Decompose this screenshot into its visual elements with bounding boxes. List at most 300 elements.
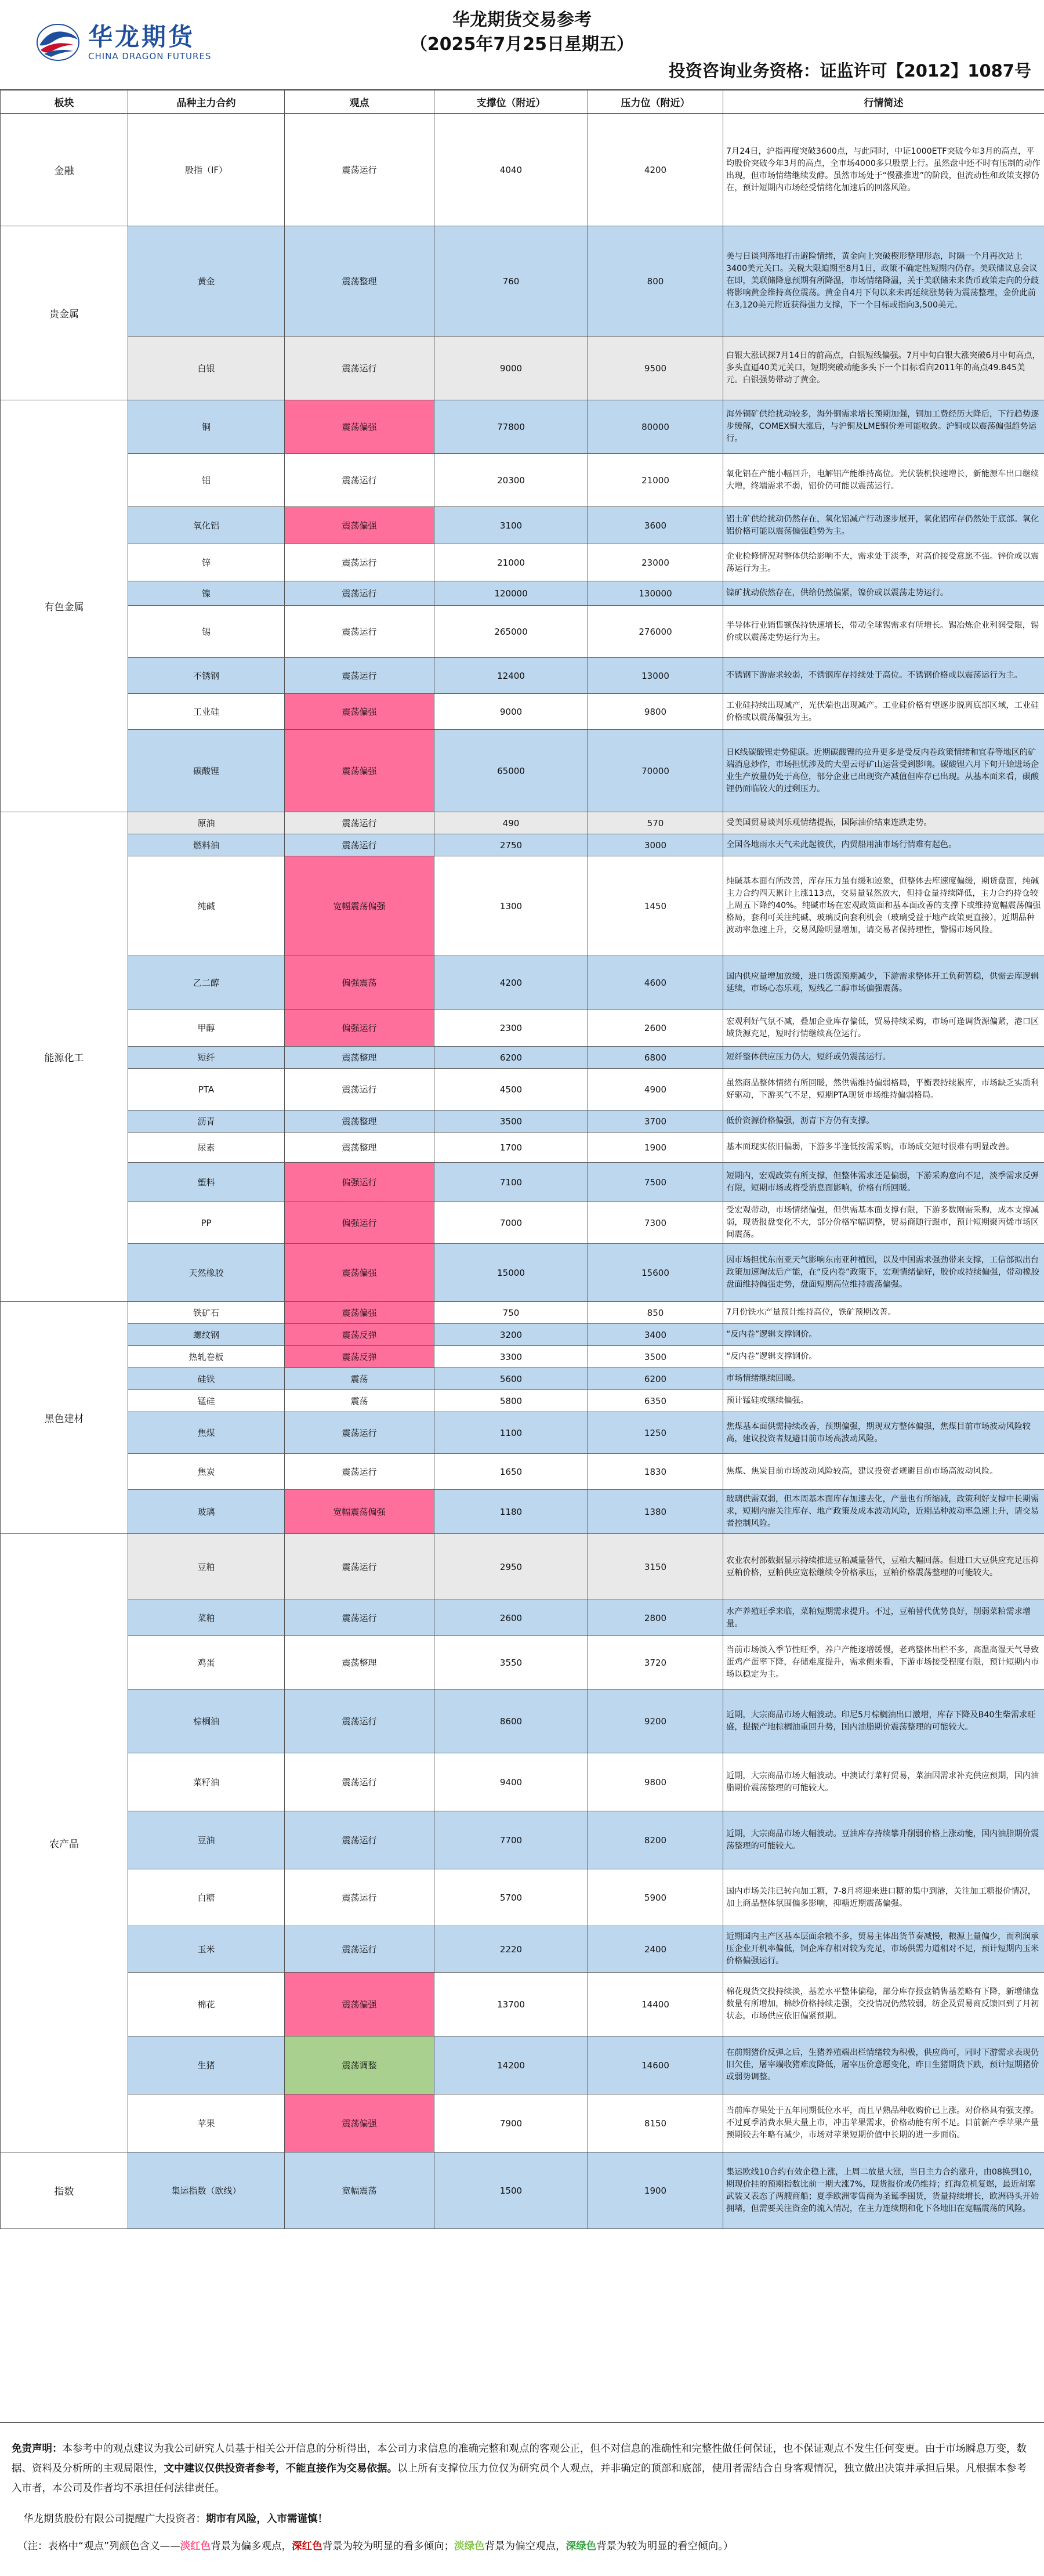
view-cell: 震荡反弹 (285, 1324, 434, 1346)
license-text: 投资咨询业务资格：证监许可【2012】1087号 (668, 61, 1031, 81)
support-cell: 2750 (434, 834, 588, 856)
resistance-cell: 3400 (588, 1324, 723, 1346)
support-cell: 65000 (434, 730, 588, 812)
resistance-cell: 850 (588, 1302, 723, 1324)
table-row (1, 2094, 1044, 2152)
table-row (1, 1454, 1044, 1490)
note-prefix: （注：表格中“观点”列颜色含义—— (17, 2541, 180, 2552)
report-title (0, 8, 1044, 57)
resistance-cell: 7300 (588, 1202, 723, 1244)
sector-cell: 黑色建材 (1, 1302, 128, 1534)
description-cell: 虽然商品整体情绪有所回暖，然供需维持偏弱格局，平衡表持续累库，市场缺乏实质利好驱动，下游买气不足，短期PTA现货市场维持偏弱格局。 (723, 1069, 1044, 1110)
description-cell: 受宏观带动，市场情绪偏强，但供需基本面支撑有限，下游多数刚需采购，成本支撑减弱，现货报盘变化不大，部分价格窄幅调整，贸易商随行跟市，预计短期聚丙烯市场区间震荡。 (723, 1202, 1044, 1244)
view-cell: 震荡 (285, 1368, 434, 1390)
note-light-red: 淡红色 (180, 2541, 211, 2552)
view-cell: 震荡 (285, 1390, 434, 1412)
support-cell: 9000 (434, 337, 588, 400)
resistance-cell: 13000 (588, 658, 723, 694)
view-cell: 震荡运行 (285, 1811, 434, 1869)
table-row (1, 956, 1044, 1010)
description-cell: 美与日谈判落地打击避险情绪，黄金向上突破楔形整理形态，时隔一个月再次站上3400美元关口。关税大限迫期至8月1日，政策不确定性短期内仍存。美联储议息会议在即，美联储降息预期有所降温，市场情绪降温，关于美联储未来货币政策走向的分歧将影响黄金维持高位震荡。黄金自4月下旬以来未再延续涨势转为震荡整理，金价此前在3,120美元附近获得强力支撑，下一个目标或指向3,500美元。 (723, 226, 1044, 337)
table-row (1, 2036, 1044, 2094)
resistance-cell: 2400 (588, 1926, 723, 1973)
view-cell: 震荡运行 (285, 1689, 434, 1753)
product-cell: 鸡蛋 (128, 1636, 285, 1689)
product-cell: 豆油 (128, 1811, 285, 1869)
product-cell: 短纤 (128, 1047, 285, 1069)
view-cell: 震荡运行 (285, 1069, 434, 1110)
product-cell: 氧化铝 (128, 507, 285, 544)
support-cell: 77800 (434, 400, 588, 454)
sector-cell: 有色金属 (1, 400, 128, 812)
resistance-cell: 4600 (588, 956, 723, 1010)
description-cell: “反内卷”逻辑支撑钢价。 (723, 1346, 1044, 1368)
resistance-cell: 3000 (588, 834, 723, 856)
product-cell: 白银 (128, 337, 285, 400)
table-row (1, 1069, 1044, 1110)
product-cell: 豆粕 (128, 1534, 285, 1600)
product-cell: 碳酸锂 (128, 730, 285, 812)
table-row (1, 1811, 1044, 1869)
description-cell: 日K线碳酸锂走势健康。近期碳酸锂的拉升更多是受反内卷政策情绪和宜春等地区的矿端消息炒作，市场担忧涉及的大型云母矿山运营受到影响。碳酸锂六月下旬开始进场企业生产放量仍处于高位，部分企业已出现资产减值但库存已出现。从基本面来看，碳酸锂仍面临较大的过剩压力。 (723, 730, 1044, 812)
table-row (1, 1110, 1044, 1133)
description-cell: 国内市场关注已转向加工糖，7-8月将迎来进口糖的集中到港，关注加工糖报价情况，加上商品整体氛围偏多影响，抑糖近期震荡偏强。 (723, 1869, 1044, 1926)
view-cell: 震荡偏强 (285, 1244, 434, 1302)
support-cell: 14200 (434, 2036, 588, 2094)
table-row (1, 606, 1044, 658)
description-cell: 7月份铁水产量预计维持高位，铁矿预期改善。 (723, 1302, 1044, 1324)
risk-reminder-text: 华龙期货股份有限公司提醒广大投资者： (23, 2513, 206, 2525)
view-cell: 震荡运行 (285, 1412, 434, 1454)
table-row (1, 1869, 1044, 1926)
description-cell: 当前市场淡入季节性旺季，养户产能逐增缓慢，老鸡整体出栏不多，高温高湿天气导致蛋鸡产蛋率下降，存储难度提升，需求侧来看，下游市场接受程度有限，预计短期内市场以稳定为主。 (723, 1636, 1044, 1689)
product-cell: 原油 (128, 812, 285, 834)
product-cell: 焦炭 (128, 1454, 285, 1490)
description-cell: 氧化铝在产能小幅回升，电解铝产能维持高位。光伏装机快速增长，新能源车出口继续大增，终端需求不弱，铝价仍可能以震荡运行。 (723, 454, 1044, 507)
description-cell: 水产养殖旺季来临，菜粕短期需求提升。不过，豆粕替代优势良好，削弱菜粕需求增量。 (723, 1600, 1044, 1636)
support-cell: 1500 (434, 2152, 588, 2229)
view-cell: 震荡整理 (285, 1636, 434, 1689)
product-cell: 苹果 (128, 2094, 285, 2152)
resistance-cell: 6350 (588, 1390, 723, 1412)
col-header-description: 行情简述 (723, 91, 1044, 114)
view-cell: 震荡运行 (285, 812, 434, 834)
view-cell: 震荡偏强 (285, 400, 434, 454)
resistance-cell: 9800 (588, 694, 723, 730)
resistance-cell: 8150 (588, 2094, 723, 2152)
table-header-row (1, 91, 1044, 114)
table-row (1, 454, 1044, 507)
support-cell: 13700 (434, 1973, 588, 2036)
description-cell: 不锈钢下游需求较弱，不锈钢库存持续处于高位。不锈钢价格或以震荡运行为主。 (723, 658, 1044, 694)
view-cell: 偏强运行 (285, 1163, 434, 1202)
disclaimer-label: 免责声明： (12, 2443, 63, 2455)
product-cell: 尿素 (128, 1133, 285, 1163)
view-cell: 偏强震荡 (285, 956, 434, 1010)
product-cell: 玉米 (128, 1926, 285, 1973)
table-row (1, 812, 1044, 834)
description-cell: 宏观利好气氛不减，叠加企业库存偏低，贸易持续采购，市场可逢调货源偏紧，港口区域货源充足，短时行情继续高位运行。 (723, 1010, 1044, 1047)
resistance-cell: 1450 (588, 856, 723, 956)
product-cell: 焦煤 (128, 1412, 285, 1454)
product-cell: 硅铁 (128, 1368, 285, 1390)
support-cell: 2220 (434, 1926, 588, 1973)
table-row (1, 1973, 1044, 2036)
footer (0, 2422, 1044, 2576)
view-cell: 震荡反弹 (285, 1346, 434, 1368)
note-light-red-text: 背景为偏多观点， (211, 2541, 292, 2552)
table-row (1, 507, 1044, 544)
note-dark-green-text: 背景为较为明显的看空倾向。） (596, 2541, 734, 2552)
description-cell: 农业农村部数据显示持续推进豆粕减量替代，豆粕大幅回落。但进口大豆供应充足压抑豆粕价格，豆粕供应宽松继续令价格承压，豆粕价格震荡整理的可能较大。 (723, 1534, 1044, 1600)
support-cell: 1300 (434, 856, 588, 956)
product-cell: 不锈钢 (128, 658, 285, 694)
product-cell: 黄金 (128, 226, 285, 337)
description-cell: 焦煤基本面供需持续改善，预期偏强，期现双方整体偏强，焦煤目前市场波动风险较高，建议投资者规避目前市场高波动风险。 (723, 1412, 1044, 1454)
product-cell: 纯碱 (128, 856, 285, 956)
view-cell: 震荡整理 (285, 1047, 434, 1069)
product-cell: 铁矿石 (128, 1302, 285, 1324)
support-cell: 3500 (434, 1110, 588, 1133)
disclaimer-text-2: 以上所有支撑位压力位仅为研究员个人观点，并非确定的顶部和底部，使用者需结合自身客观情况，独立做出决策并承担后果。凡根据本参考入市者，本公司及作者均不承担任何法律责任。 (12, 2463, 1027, 2494)
product-cell: 菜籽油 (128, 1753, 285, 1811)
description-cell: 市场情绪继续回暖。 (723, 1368, 1044, 1390)
table-row (1, 1324, 1044, 1346)
table-row (1, 694, 1044, 730)
resistance-cell: 7500 (588, 1163, 723, 1202)
report-header (0, 0, 1044, 90)
view-cell: 震荡运行 (285, 658, 434, 694)
product-cell: PP (128, 1202, 285, 1244)
description-cell: 集运欧线10合约有效企稳上涨，上周二放量大涨，当日主力合约涨升，由08换到10，期现价挂的预期指数比前一期大涨7%，现货报价或仍维持；红海危机复燃，最近胡塞武装又表态了两艘商船；夏季欧洲零售商为圣诞季囤货，货量持续增长，欧洲码头开始拥堵，但需要关注资金的流入情况，在主力连续期和化下各地旧在宽幅震荡的风险。 (723, 2152, 1044, 2229)
description-cell: 7月24日，沪指再度突破3600点，与此同时，中证1000ETF突破今年3月的高点，平均股价突破今年3月的高点，全市场4000多只股票上行。虽然盘中还不时有压制的动作出现，但市场情绪继续发酵。虽然市场处于“慢涨推进”的阶段，但流动性和政策支撑仍在，预计短期内市场经受情绪化加速后的回落风险。 (723, 114, 1044, 226)
resistance-cell: 1380 (588, 1490, 723, 1534)
view-cell: 震荡整理 (285, 1133, 434, 1163)
support-cell: 3550 (434, 1636, 588, 1689)
view-cell: 震荡运行 (285, 1926, 434, 1973)
table-row (1, 1689, 1044, 1753)
description-cell: 全国各地雨水天气未此起彼伏，内贸船用油市场行情难有起色。 (723, 834, 1044, 856)
product-cell: 螺纹钢 (128, 1324, 285, 1346)
disclaimer (0, 2423, 1044, 2498)
view-cell: 震荡运行 (285, 834, 434, 856)
product-cell: 集运指数（欧线） (128, 2152, 285, 2229)
product-cell: 铜 (128, 400, 285, 454)
resistance-cell: 3700 (588, 1110, 723, 1133)
table-row (1, 1302, 1044, 1324)
product-cell: 天然橡胶 (128, 1244, 285, 1302)
product-cell: 热轧卷板 (128, 1346, 285, 1368)
sector-cell: 农产品 (1, 1534, 128, 2152)
table-row (1, 834, 1044, 856)
description-cell: 工业硅持续出现减产，光伏端也出现减产。工业硅价格有望逐步脱离底部区域，工业硅价格或以震荡偏强为主。 (723, 694, 1044, 730)
support-cell: 490 (434, 812, 588, 834)
col-header-resistance: 压力位（附近） (588, 91, 723, 114)
view-cell: 宽幅震荡偏强 (285, 856, 434, 956)
support-cell: 5800 (434, 1390, 588, 1412)
resistance-cell: 9800 (588, 1753, 723, 1811)
description-cell: 棉花现货交投持续淡，基差水平整体偏稳，部分库存报盘销售基差略有下降，新增储盘数量有所增加，棉纱价格持续走强，交投情况仍然较弱，纺企及贸易商反馈回到了月初状态，市场供应依旧偏紧预期。 (723, 1973, 1044, 2036)
title-line-1: 华龙期货交易参考 (452, 10, 592, 30)
view-cell: 偏强运行 (285, 1010, 434, 1047)
product-cell: 棉花 (128, 1973, 285, 2036)
view-cell: 震荡偏强 (285, 694, 434, 730)
product-cell: 塑料 (128, 1163, 285, 1202)
table-row (1, 730, 1044, 812)
sector-cell: 指数 (1, 2152, 128, 2229)
support-cell: 8600 (434, 1689, 588, 1753)
sector-cell: 金融 (1, 114, 128, 226)
support-cell: 1700 (434, 1133, 588, 1163)
support-cell: 21000 (434, 544, 588, 581)
resistance-cell: 570 (588, 812, 723, 834)
description-cell: 因市场担忧东南亚天气影响东南亚种植园，以及中国需求强劲带来支撑，工信部拟出台政策加速淘汰后产能，在“反内卷”政策下，宏观情绪偏好，胶价或持续偏强，带动橡胶盘面维持偏强走势，盘面短期高位维持震荡偏强。 (723, 1244, 1044, 1302)
support-cell: 6200 (434, 1047, 588, 1069)
support-cell: 4200 (434, 956, 588, 1010)
description-cell: 近期，大宗商品市场大幅波动。中澳试行菜籽贸易，菜油因需求补充供应预期，国内油脂期价震荡整理的可能较大。 (723, 1753, 1044, 1811)
product-cell: 镍 (128, 581, 285, 606)
description-cell: 基本面现实依旧偏弱，下游多半逢低按需采购，市场成交短时很难有明显改善。 (723, 1133, 1044, 1163)
description-cell: 近期，大宗商品市场大幅波动。印尼5月棕榈油出口激增，库存下降及B40生柴需求旺盛，提振产地棕榈油重回升势，国内油脂期价震荡整理的可能较大。 (723, 1689, 1044, 1753)
table-row (1, 1346, 1044, 1368)
product-cell: 棕榈油 (128, 1689, 285, 1753)
product-cell: 菜粕 (128, 1600, 285, 1636)
resistance-cell: 9200 (588, 1689, 723, 1753)
view-cell: 震荡运行 (285, 1600, 434, 1636)
support-cell: 1180 (434, 1490, 588, 1534)
table-row (1, 114, 1044, 226)
product-cell: PTA (128, 1069, 285, 1110)
support-cell: 9000 (434, 694, 588, 730)
table-row (1, 400, 1044, 454)
table-row (1, 856, 1044, 956)
view-cell: 震荡整理 (285, 1110, 434, 1133)
table-row (1, 226, 1044, 337)
description-cell: 近期国内主产区基本层面余粮不多，贸易主体出货节奏减慢，粮源上量偏少，而利润承压企业开机率偏低，饲企库存相对较为充足，市场供需力道相对不足，预计短期内玉米价格偏强运行。 (723, 1926, 1044, 1973)
support-cell: 4040 (434, 114, 588, 226)
description-cell: 企业检修情况对整体供给影响不大，需求处于淡季，对高价接受意愿不强。锌价或以震荡运行为主。 (723, 544, 1044, 581)
logo-chinese: 华龙期货 (88, 23, 195, 51)
resistance-cell: 8200 (588, 1811, 723, 1869)
table-row (1, 1490, 1044, 1534)
resistance-cell: 14400 (588, 1973, 723, 2036)
view-cell: 偏强运行 (285, 1202, 434, 1244)
view-cell: 震荡运行 (285, 544, 434, 581)
product-cell: 燃料油 (128, 834, 285, 856)
table-row (1, 1202, 1044, 1244)
note-light-green: 淡绿色 (454, 2541, 485, 2552)
table-row (1, 1753, 1044, 1811)
resistance-cell: 800 (588, 226, 723, 337)
description-cell: 近期，大宗商品市场大幅波动。豆油库存持续攀升削弱价格上涨动能，国内油脂期价震荡整理的可能较大。 (723, 1811, 1044, 1869)
table-row (1, 1412, 1044, 1454)
support-cell: 7000 (434, 1202, 588, 1244)
view-cell: 宽幅震荡 (285, 2152, 434, 2229)
resistance-cell: 276000 (588, 606, 723, 658)
resistance-cell: 4900 (588, 1069, 723, 1110)
resistance-cell: 1900 (588, 1133, 723, 1163)
sector-cell: 能源化工 (1, 812, 128, 1302)
description-cell: 在前期猪价反弹之后，生猪养殖端出栏情绪较为积极，供应尚可，同时下游需求表现仍旧欠佳，屠宰端收猪难度降低，屠宰压价意愿变化，昨日生猪期货下跌，预计短期猪价或弱势调整。 (723, 2036, 1044, 2094)
resistance-cell: 3500 (588, 1346, 723, 1368)
view-cell: 震荡运行 (285, 1534, 434, 1600)
support-cell: 2950 (434, 1534, 588, 1600)
support-cell: 7700 (434, 1811, 588, 1869)
description-cell: 半导体行业销售额保持快速增长，带动全球锡需求有所增长。锡冶炼企业利润受限，锡价或以震荡走势运行为主。 (723, 606, 1044, 658)
table-row (1, 1163, 1044, 1202)
support-cell: 1650 (434, 1454, 588, 1490)
table-row (1, 658, 1044, 694)
sector-cell: 贵金属 (1, 226, 128, 400)
resistance-cell: 3600 (588, 507, 723, 544)
title-line-2: （2025年7月25日星期五） (409, 34, 635, 55)
view-cell: 震荡偏强 (285, 2094, 434, 2152)
description-cell: 玻璃供需双弱，但本周基本面库存加速去化，产量也有所缩减，政策利好支撑中长期需求，短期内需关注库存、地产政策及成本波动风险，近期品种波动率急速上升，请交易者控制风险。 (723, 1490, 1044, 1534)
support-cell: 265000 (434, 606, 588, 658)
product-cell: 乙二醇 (128, 956, 285, 1010)
view-cell: 震荡整理 (285, 226, 434, 337)
support-cell: 120000 (434, 581, 588, 606)
support-cell: 9400 (434, 1753, 588, 1811)
table-row (1, 1390, 1044, 1412)
table-row (1, 1368, 1044, 1390)
resistance-cell: 1830 (588, 1454, 723, 1490)
product-cell: 生猪 (128, 2036, 285, 2094)
support-cell: 750 (434, 1302, 588, 1324)
resistance-cell: 23000 (588, 544, 723, 581)
table-row (1, 544, 1044, 581)
description-cell: 国内供应量增加放缓，进口货源预期减少，下游需求整体开工负荷暂稳，供需去库逻辑延续，市场心态乐观，短线乙二醇市场偏强震荡。 (723, 956, 1044, 1010)
resistance-cell: 6800 (588, 1047, 723, 1069)
resistance-cell: 3720 (588, 1636, 723, 1689)
table-row (1, 1636, 1044, 1689)
note-dark-red-text: 背景为较为明显的看多倾向； (322, 2541, 455, 2552)
product-cell: 锌 (128, 544, 285, 581)
table-row (1, 581, 1044, 606)
product-cell: 铝 (128, 454, 285, 507)
resistance-cell: 21000 (588, 454, 723, 507)
description-cell: 受美国贸易谈判乐观情绪提振，国际油价结束连跌走势。 (723, 812, 1044, 834)
support-cell: 3100 (434, 507, 588, 544)
description-cell: 预计锰硅或继续偏强。 (723, 1390, 1044, 1412)
view-cell: 震荡运行 (285, 114, 434, 226)
description-cell: 焦煤、焦炭目前市场波动风险较高，建议投资者规避目前市场高波动风险。 (723, 1454, 1044, 1490)
table-row (1, 1133, 1044, 1163)
disclaimer-text-1: 本参考中的观点建议为我公司研究人员基于相关公开信息的分析得出，本公司力求信息的准确完整和观点的客观公正，但不对信息的准确性和完整性做任何保证，也不保证观点不发生任何变更。由于市场瞬息万变，数据、资料及分析所的主观局限性， (12, 2443, 1027, 2474)
product-cell: 锡 (128, 606, 285, 658)
resistance-cell: 5900 (588, 1869, 723, 1926)
note-dark-red: 深红色 (292, 2541, 322, 2552)
resistance-cell: 70000 (588, 730, 723, 812)
resistance-cell: 4200 (588, 114, 723, 226)
description-cell: “反内卷”逻辑支撑钢价。 (723, 1324, 1044, 1346)
col-header-sector: 板块 (1, 91, 128, 114)
product-cell: 沥青 (128, 1110, 285, 1133)
product-cell: 工业硅 (128, 694, 285, 730)
support-cell: 3300 (434, 1346, 588, 1368)
description-cell: 白银大涨试探7月14日的前高点，白银短线偏强。7月中旬白银大涨突破6月中旬高点，多头直逼40美元关口，短期突破动能多头下一个目标看向2011年的高点49.845美元。白银强势带动了黄金。 (723, 337, 1044, 400)
product-cell: 锰硅 (128, 1390, 285, 1412)
view-cell: 震荡偏强 (285, 1973, 434, 2036)
product-cell: 甲醇 (128, 1010, 285, 1047)
support-cell: 15000 (434, 1244, 588, 1302)
table-row (1, 1926, 1044, 1973)
disclaimer-bold: 文中建议仅供投资者参考，不能直接作为交易依据。 (164, 2463, 397, 2474)
resistance-cell: 14600 (588, 2036, 723, 2094)
view-cell: 震荡运行 (285, 1869, 434, 1926)
view-cell: 震荡运行 (285, 337, 434, 400)
support-cell: 7100 (434, 1163, 588, 1202)
support-cell: 5600 (434, 1368, 588, 1390)
table-row (1, 1010, 1044, 1047)
description-cell: 短纤整体供应压力仍大，短纤或仍震荡运行。 (723, 1047, 1044, 1069)
product-cell: 玻璃 (128, 1490, 285, 1534)
support-cell: 1100 (434, 1412, 588, 1454)
resistance-cell: 9500 (588, 337, 723, 400)
view-cell: 震荡运行 (285, 581, 434, 606)
view-cell: 震荡偏强 (285, 730, 434, 812)
note-dark-green: 深绿色 (566, 2541, 597, 2552)
risk-reminder-bold: 期市有风险，入市需谨慎！ (206, 2513, 328, 2525)
support-cell: 2600 (434, 1600, 588, 1636)
logo-english: CHINA DRAGON FUTURES (88, 51, 212, 61)
view-cell: 震荡运行 (285, 1454, 434, 1490)
support-cell: 3200 (434, 1324, 588, 1346)
table-row (1, 1534, 1044, 1600)
resistance-cell: 2800 (588, 1600, 723, 1636)
resistance-cell: 2600 (588, 1010, 723, 1047)
support-cell: 4500 (434, 1069, 588, 1110)
product-cell: 股指（IF） (128, 114, 285, 226)
resistance-cell: 15600 (588, 1244, 723, 1302)
view-cell: 震荡运行 (285, 1753, 434, 1811)
description-cell: 铝土矿供给扰动仍然存在，氧化铝减产行动逐步展开，氧化铝库存仍然处于底部。氧化铝价格可能以震荡偏强趋势为主。 (723, 507, 1044, 544)
description-cell: 镍矿扰动依然存在，供给仍然偏紧，镍价或以震荡走势运行。 (723, 581, 1044, 606)
col-header-support: 支撑位（附近） (434, 91, 588, 114)
view-cell: 震荡运行 (285, 606, 434, 658)
support-cell: 760 (434, 226, 588, 337)
view-cell: 震荡偏强 (285, 507, 434, 544)
description-cell: 海外铜矿供给扰动较多，海外铜需求增长预期加强，铜加工费经历大降后，下行趋势逐步缓解，COMEX铜大涨后，与沪铜及LME铜价差可能收敛。沪铜或以震荡偏强趋势运行。 (723, 400, 1044, 454)
risk-reminder (0, 2498, 1044, 2526)
view-cell: 宽幅震荡偏强 (285, 1490, 434, 1534)
view-cell: 震荡偏强 (285, 1302, 434, 1324)
col-header-product: 品种主力合约 (128, 91, 285, 114)
table-body (1, 114, 1044, 2229)
support-cell: 5700 (434, 1869, 588, 1926)
support-cell: 2300 (434, 1010, 588, 1047)
table-row (1, 1244, 1044, 1302)
note-light-green-text: 背景为偏空观点， (484, 2541, 566, 2552)
view-cell: 震荡运行 (285, 454, 434, 507)
reference-table (0, 90, 1044, 2229)
description-cell: 当前库存果处于五年同期低位水平，而且早熟品种收购价已上涨。对价格具有强支撑。不过夏季消费水果大量上市，冲击苹果需求，价格动能有所不足。目前新产季苹果产量预期较去年略有减少，市场对苹果短期价值中长期的进一步面临。 (723, 2094, 1044, 2152)
product-cell: 白糖 (128, 1869, 285, 1926)
resistance-cell: 1900 (588, 2152, 723, 2229)
description-cell: 纯碱基本面有所改善，库存压力虽有缓和迹象，但整体去库速度偏缓，期货盘面，纯碱主力合约四天累计上涨113点，交易量显然放大，但持仓量持续降低，主力合约持仓较上周五下降约40%。纯碱市场在宏观政策面和基本面改善的支撑下或维持宽幅震荡偏强格局，套利可关注纯碱、玻璃反向套利机会（玻璃受益于地产政策更直接），近期品种波动率急速上升，交易风险明显增加，请交易者保持理性，警惕市场风险。 (723, 856, 1044, 956)
table-row (1, 1600, 1044, 1636)
resistance-cell: 130000 (588, 581, 723, 606)
view-cell: 震荡调整 (285, 2036, 434, 2094)
resistance-cell: 3150 (588, 1534, 723, 1600)
table-row (1, 2152, 1044, 2229)
description-cell: 低价资源价格偏强，沥青下方仍有支撑。 (723, 1110, 1044, 1133)
description-cell: 短期内，宏观政策有所支撑，但整体需求还是偏弱，下游采购意向不足，淡季需求反弹有限，短期市场或将受消息面影响，价格有所回暖。 (723, 1163, 1044, 1202)
support-cell: 7900 (434, 2094, 588, 2152)
support-cell: 12400 (434, 658, 588, 694)
table-row (1, 337, 1044, 400)
table-row (1, 1047, 1044, 1069)
